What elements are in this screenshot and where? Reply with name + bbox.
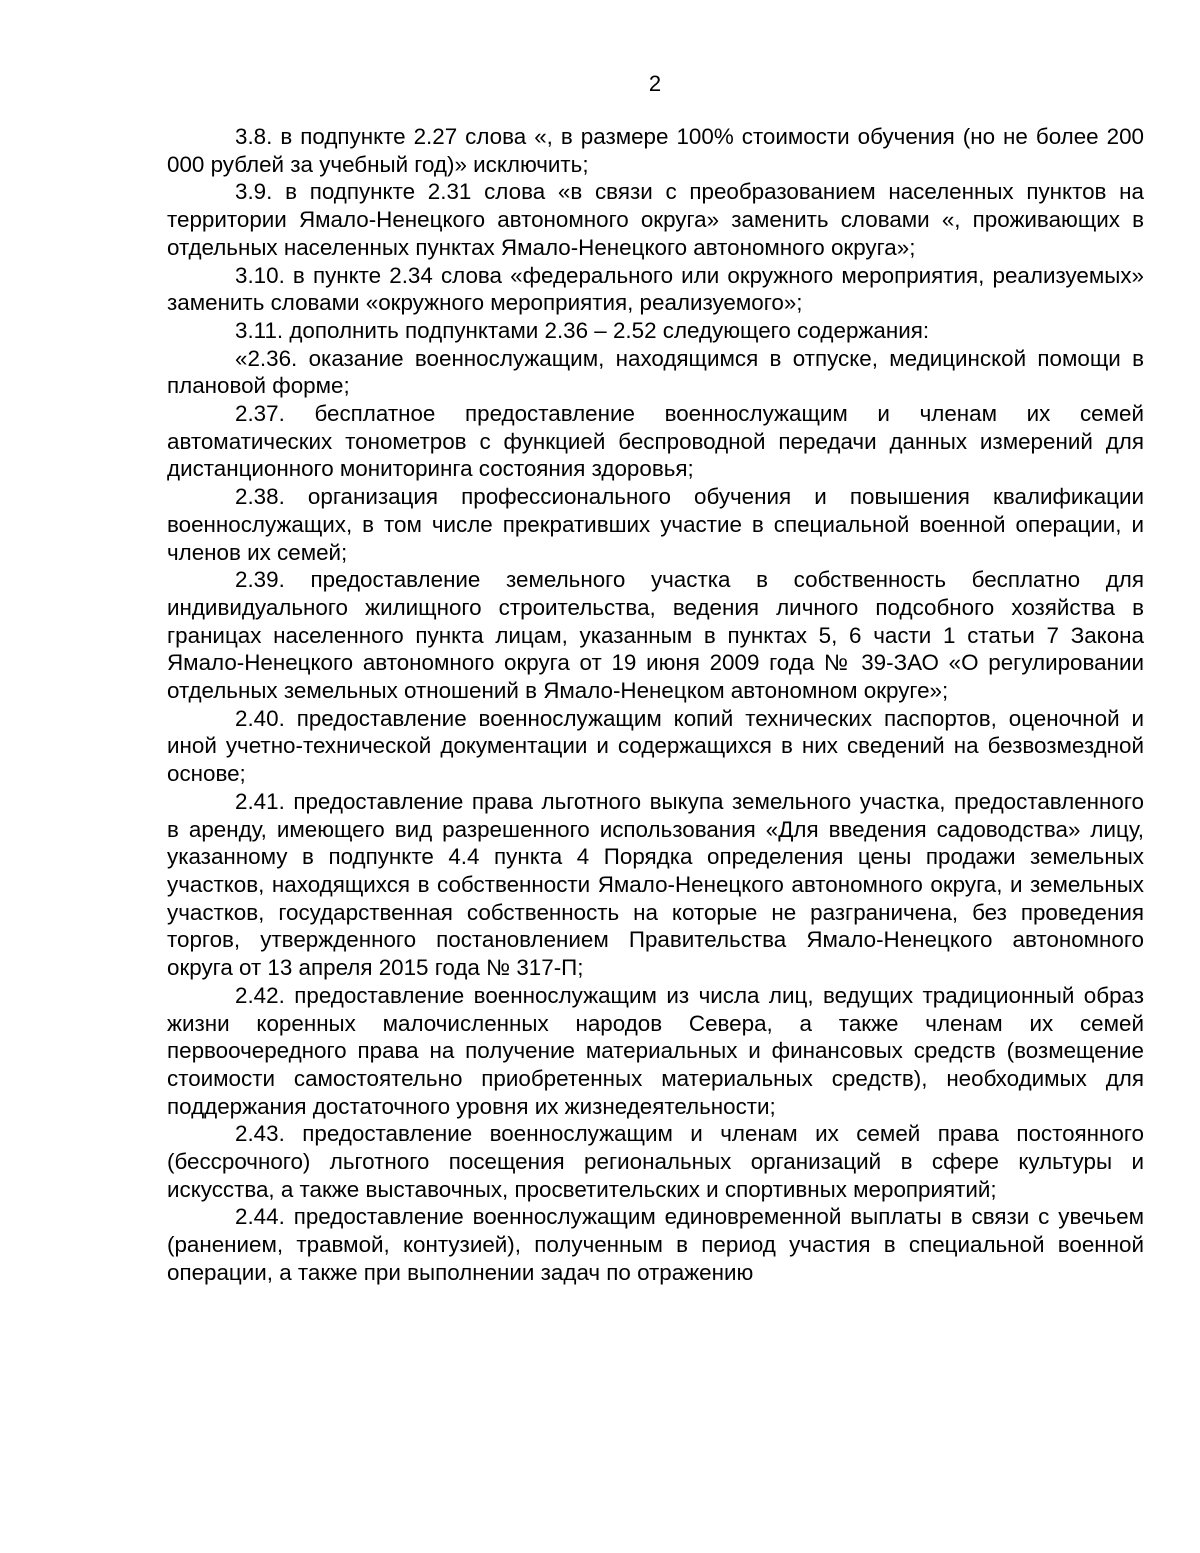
paragraph-2-37: 2.37. бесплатное предоставление военнослужащим и членам их семей автоматических тонометров с функцией беспроводной передачи данных измерений для дистанционного мониторинга состояния здоровья; <box>167 401 1144 482</box>
paragraph-3-11: 3.11. дополнить подпунктами 2.36 – 2.52 следующего содержания: <box>235 317 930 343</box>
paragraph-3-10: 3.10. в пункте 2.34 слова «федерального или окружного мероприятия, реализуемых» заменить словами «окружного мероприятия, реализуемого»; <box>167 262 1144 316</box>
paragraph-2-41: 2.41. предоставление права льготного выкупа земельного участка, предоставленного в аренду, имеющего вид разрешенного использования «Для введения садоводства» лицу, указанному в подпункте 4.4 пункта 4 Порядка определения цены продажи земельных участков, находящихся в собственности Ямало-Ненецкого автономного округа, и земельных участков, государственная собственность на которые не разграничена, без проведения торгов, утвержденного постановлением Правительства Ямало-Ненецкого автономного округа от 13 апреля 2015 года № 317-П; <box>167 788 1144 981</box>
paragraph-2-39: 2.39. предоставление земельного участка в собственность бесплатно для индивидуального жилищного строительства, ведения личного подсобного хозяйства в границах населенного пункта лицам, указанным в пунктах 5, 6 части 1 статьи 7 Закона Ямало-Ненецкого автономного округа от 19 июня 2009 года № 39-ЗАО «О регулировании отдельных земельных отношений в Ямало-Ненецком автономном округе»; <box>167 567 1144 704</box>
paragraph-2-44: 2.44. предоставление военнослужащим единовременной выплаты в связи с увечьем (ранением, травмой, контузией), полученным в период участия в специальной военной операции, а также при выполнении задач по отражению <box>167 1204 1144 1285</box>
page-number: 2 <box>648 71 662 96</box>
paragraph-2-40: 2.40. предоставление военнослужащим копий технических паспортов, оценочной и иной учетно-технической документации и содержащихся в них сведений на безвозмездной основе; <box>167 705 1144 787</box>
document-body <box>167 123 1144 1287</box>
paragraph-3-8: 3.8. в подпункте 2.27 слова «, в размере 100% стоимости обучения (но не более 200 000 рублей за учебный год)» исключить; <box>167 124 1144 177</box>
paragraph-2-42: 2.42. предоставление военнослужащим из числа лиц, ведущих традиционный образ жизни коренных малочисленных народов Севера, а также членам их семей первоочередного права на получение материальных и финансовых средств (возмещение стоимости самостоятельно приобретенных материальных средств), необходимых для поддержания достаточного уровня их жизнедеятельности; <box>167 982 1144 1119</box>
paragraph-2-38: 2.38. организация профессионального обучения и повышения квалификации военнослужащих, в том числе прекративших участие в специальной военной операции, и членов их семей; <box>167 484 1144 565</box>
paragraph-2-36: «2.36. оказание военнослужащим, находящимся в отпуске, медицинской помощи в плановой форме; <box>167 345 1144 399</box>
paragraph-2-43: 2.43. предоставление военнослужащим и членам их семей права постоянного (бессрочного) льготного посещения региональных организаций в сфере культуры и искусства, а также выставочных, просветительских и спортивных мероприятий; <box>167 1121 1144 1202</box>
paragraph-3-9: 3.9. в подпункте 2.31 слова «в связи с преобразованием населенных пунктов на территории Ямало-Ненецкого автономного округа» заменить словами «, проживающих в отдельных населенных пунктах Ямало-Ненецкого автономного округа»; <box>167 179 1144 260</box>
